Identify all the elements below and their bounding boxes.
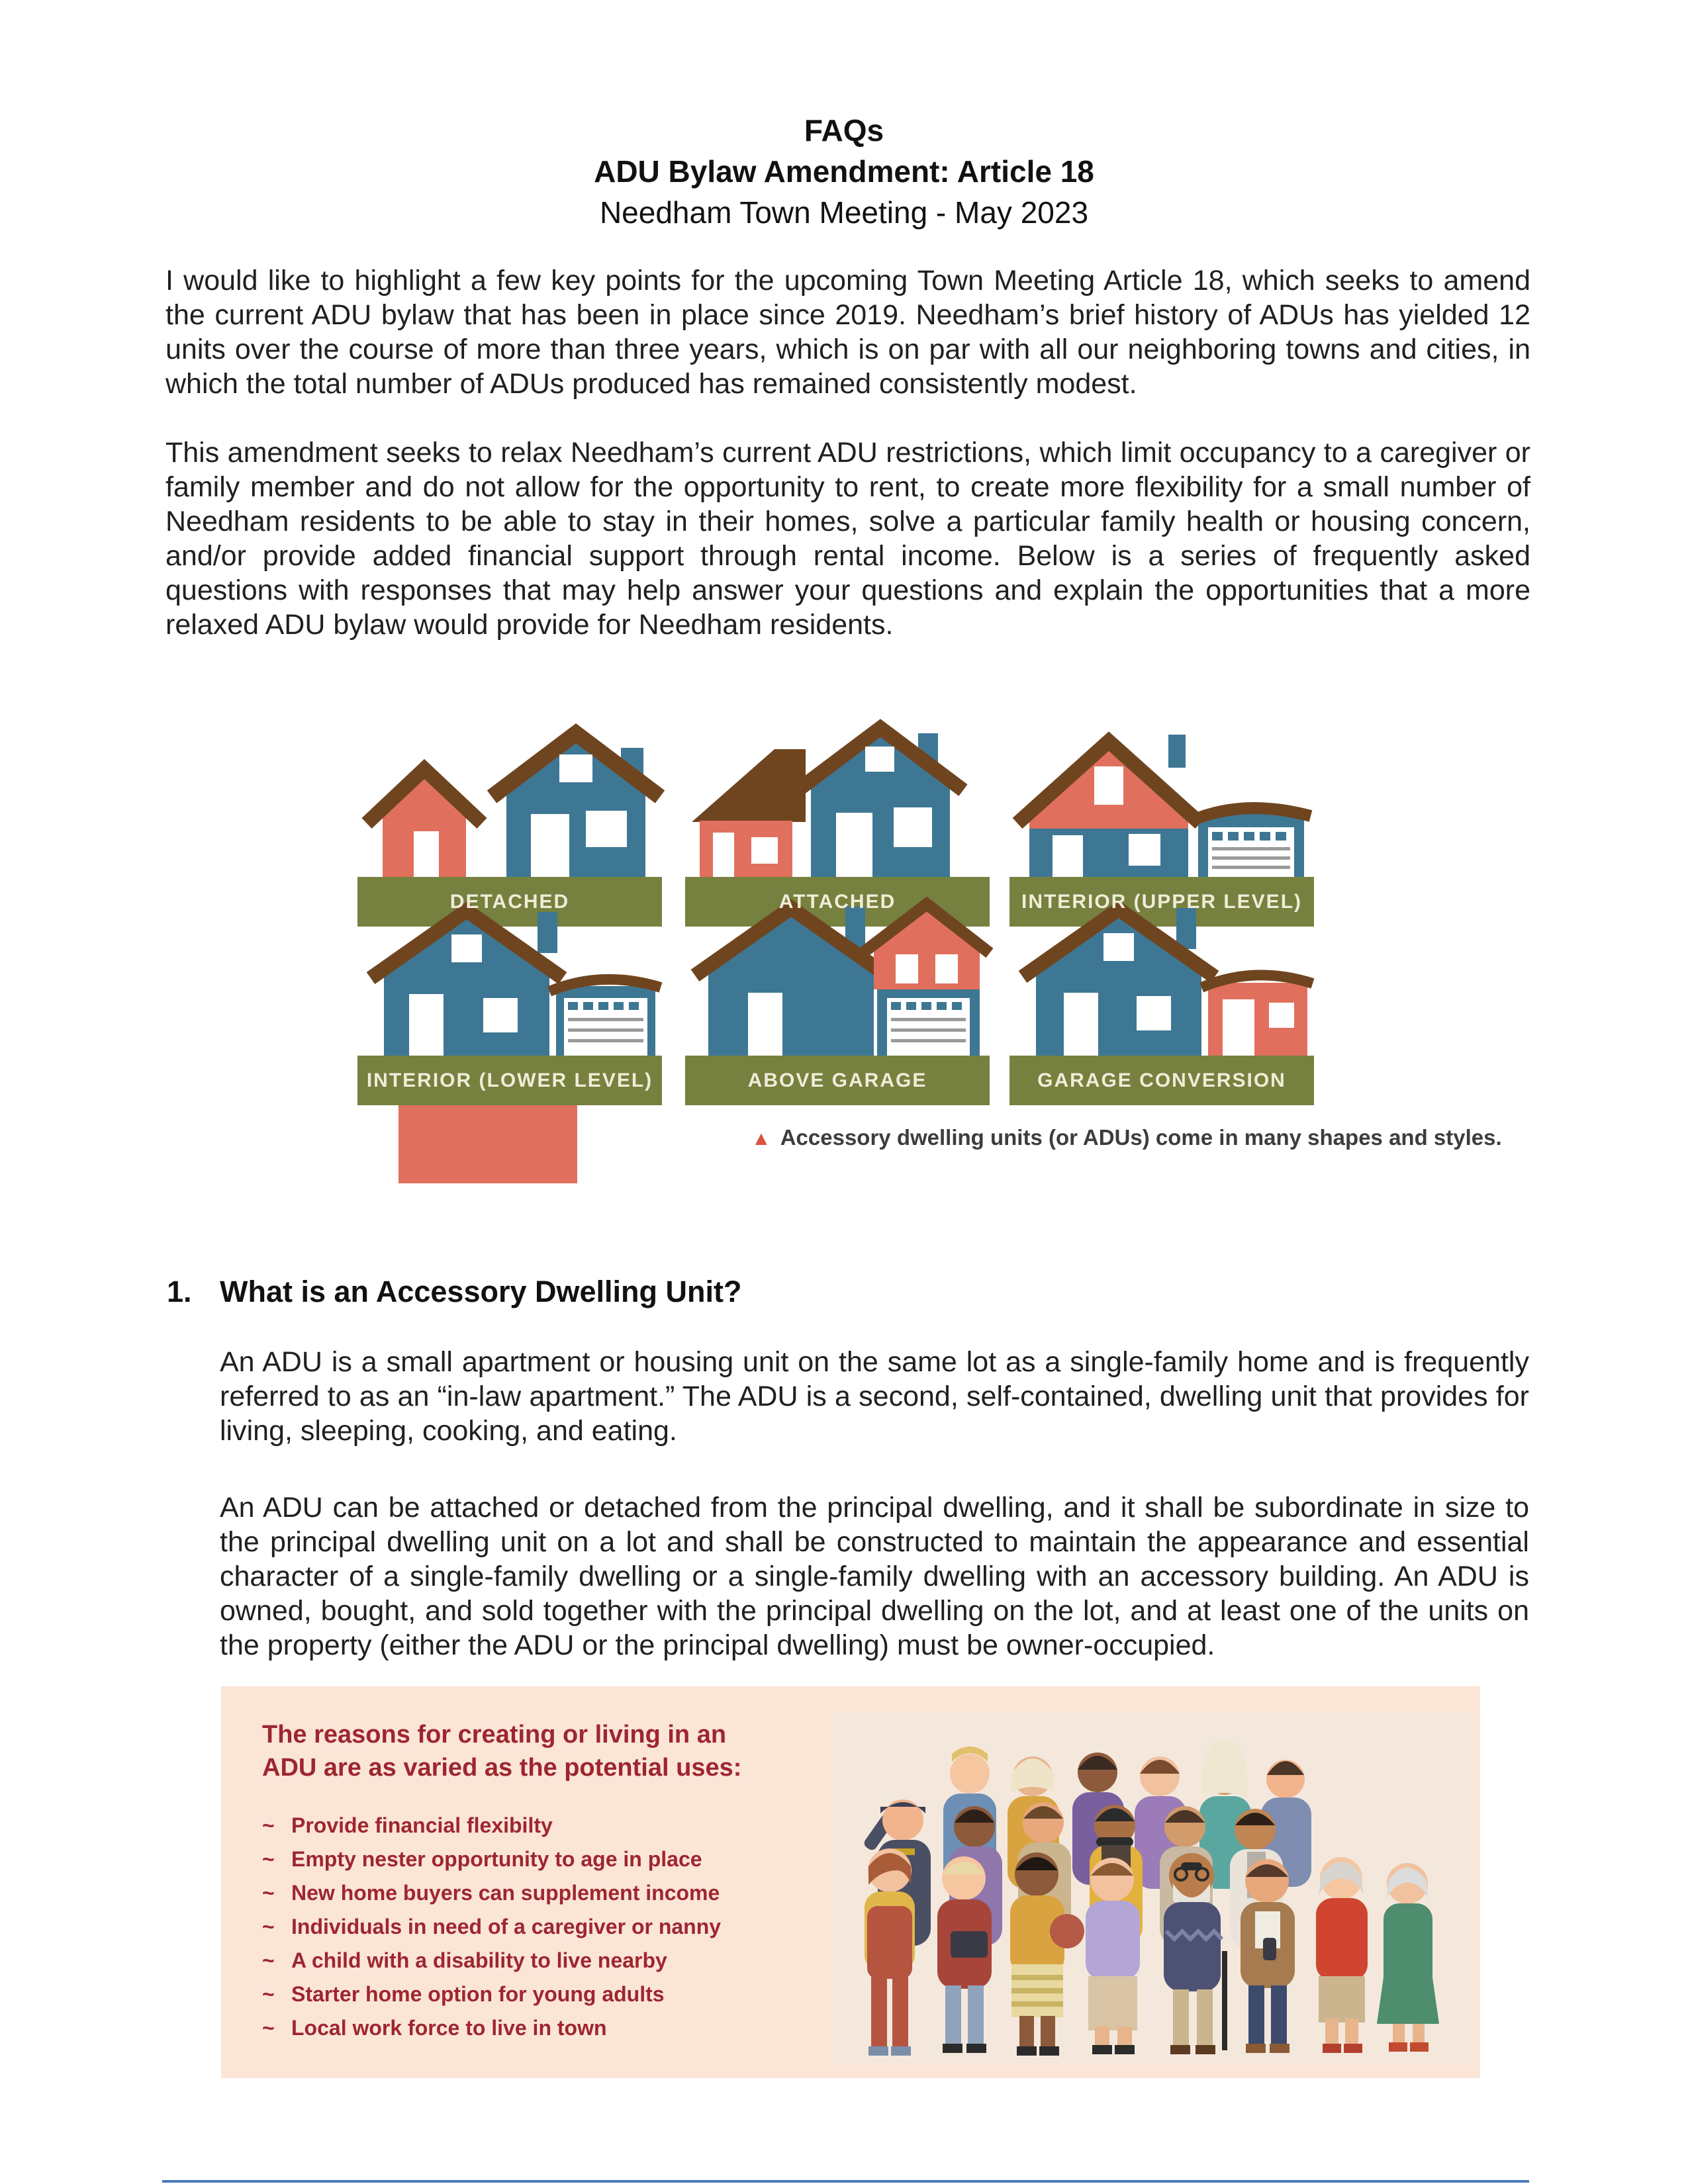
faq-answer-paragraph-2: An ADU can be attached or detached from the principal dwelling, and it shall be subordinate in size to the principal dwelling unit on a lot and shall be constructed to maintain the appearance and essential character of a single-family dwelling or a single-family dwelling with an accessory building. An ADU is owned, bought, and sold together with the principal dwelling on the lot, and at least one of the units on the property (either the ADU or the principal dwelling) must be owner-occupied. bbox=[220, 1492, 1529, 1661]
adu-types-svg bbox=[357, 715, 1324, 1185]
label-garage-conversion: GARAGE CONVERSION bbox=[1037, 1069, 1286, 1091]
title-line-3: Needham Town Meeting - May 2023 bbox=[599, 195, 1089, 230]
title-line-1: FAQs bbox=[804, 113, 884, 148]
tilde-bullet-icon: ~ bbox=[262, 1813, 275, 1837]
reason-item-text: A child with a disability to live nearby bbox=[291, 1948, 667, 1972]
crowd-illustration bbox=[834, 1713, 1475, 2065]
reason-item bbox=[262, 1982, 825, 2006]
reason-item bbox=[262, 1915, 825, 1938]
label-detached: DETACHED bbox=[449, 891, 570, 913]
tilde-bullet-icon: ~ bbox=[262, 1881, 275, 1905]
reason-item bbox=[262, 1813, 825, 1837]
reason-item-text: Empty nester opportunity to age in place bbox=[291, 1847, 702, 1871]
reason-item-text: Individuals in need of a caregiver or nanny bbox=[291, 1915, 722, 1938]
tilde-bullet-icon: ~ bbox=[262, 1948, 275, 1972]
triangle-marker-icon: ▲ bbox=[751, 1128, 771, 1150]
title-line-2: ADU Bylaw Amendment: Article 18 bbox=[594, 154, 1094, 189]
faq-answer-paragraph-1: An ADU is a small apartment or housing unit on the same lot as a single-family home and is frequently referred to as an “in-law apartment.” The ADU is a second, self-contained, dwelling unit that provides for living, sleeping, cooking, and eating. bbox=[220, 1346, 1529, 1447]
adu-types-illustration bbox=[357, 715, 1324, 1185]
label-interior-lower: INTERIOR (LOWER LEVEL) bbox=[366, 1069, 653, 1091]
reasons-title-line-1: The reasons for creating or living in an bbox=[262, 1721, 727, 1749]
intro-paragraph-2: This amendment seeks to relax Needham’s current ADU restrictions, which limit occupancy to a caregiver or family member and do not allow for the opportunity to rent, to create more flexibility for a small number of Needham residents to be able to stay in their homes, solve a particular family health or housing concern, and/or provide added financial support through rental income. Below is a series of frequently asked questions with responses that may help answer your questions and explain the opportunities that a more relaxed ADU bylaw would provide for Needham residents. bbox=[165, 437, 1530, 641]
tilde-bullet-icon: ~ bbox=[262, 1847, 275, 1871]
faq-item-number: 1. bbox=[167, 1275, 192, 1308]
reason-item-text: Local work force to live in town bbox=[291, 2016, 607, 2040]
document-header bbox=[0, 110, 1688, 233]
crowd-svg bbox=[834, 1713, 1475, 2065]
reason-item-text: Starter home option for young adults bbox=[291, 1982, 665, 2006]
label-above-garage: ABOVE GARAGE bbox=[747, 1069, 927, 1091]
reason-item bbox=[262, 1847, 825, 1871]
figure-caption bbox=[751, 1125, 1502, 1150]
reason-item bbox=[262, 1881, 825, 1905]
label-attached: ATTACHED bbox=[778, 891, 896, 913]
reasons-text-block bbox=[262, 1718, 825, 2050]
tilde-bullet-icon: ~ bbox=[262, 1982, 275, 2006]
label-interior-upper: INTERIOR (UPPER LEVEL) bbox=[1021, 891, 1303, 913]
panel-interior-lower bbox=[357, 911, 662, 1183]
faq-question: What is an Accessory Dwelling Unit? bbox=[220, 1275, 742, 1308]
reasons-title-line-2: ADU are as varied as the potential uses: bbox=[262, 1754, 742, 1782]
intro-paragraph-1: I would like to highlight a few key points for the upcoming Town Meeting Article 18, which seeks to amend the current ADU bylaw that has been in place since 2019. Needham’s brief history of ADUs has yielded 12 units over the course of more than three years, which is on par with all our neighboring towns and cities, in which the total number of ADUs produced has remained consistently modest. bbox=[165, 265, 1530, 400]
reasons-list bbox=[262, 1813, 825, 2040]
tilde-bullet-icon: ~ bbox=[262, 2016, 275, 2040]
figure-caption-text: Accessory dwelling units (or ADUs) come in many shapes and styles. bbox=[780, 1125, 1502, 1150]
bottom-page-rule bbox=[162, 2180, 1529, 2183]
adu-reasons-infographic bbox=[221, 1686, 1480, 2078]
reason-item-text: New home buyers can supplement income bbox=[291, 1881, 720, 1905]
reason-item bbox=[262, 2016, 825, 2040]
reason-item bbox=[262, 1948, 825, 1972]
reason-item-text: Provide financial flexibilty bbox=[291, 1813, 553, 1837]
tilde-bullet-icon: ~ bbox=[262, 1915, 275, 1938]
